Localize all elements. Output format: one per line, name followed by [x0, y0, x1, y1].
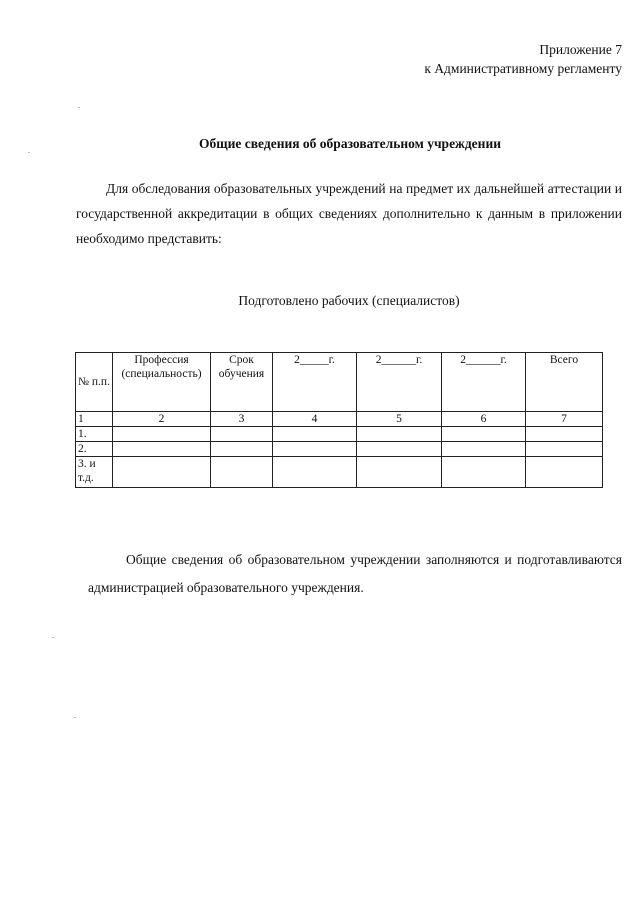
training-table [75, 352, 603, 488]
table-cell [442, 427, 526, 442]
table-cell [273, 457, 357, 488]
header-profession: Профессия (специальность) [113, 353, 211, 412]
table-cell [113, 427, 211, 442]
table-cell [442, 442, 526, 457]
column-number: 5 [357, 412, 442, 427]
closing-paragraph: Общие сведения об образовательном учреждении заполняются и подготавливаются администрацией образовательного учреждения. [88, 552, 622, 595]
header-duration: Срок обучения [211, 353, 273, 412]
header-year-1: 2_____г. [273, 353, 357, 412]
table-cell [113, 457, 211, 488]
table-cell [211, 442, 273, 457]
column-number: 2 [113, 412, 211, 427]
table-cell [211, 457, 273, 488]
table-header-row [76, 353, 603, 412]
scan-speck [74, 717, 76, 718]
column-number-row [76, 412, 603, 427]
table-cell [273, 442, 357, 457]
intro-paragraph: Для обследования образовательных учреждений на предмет их дальнейшей аттестации и государственной аккредитации в общих сведениях дополнительно к данным в приложении необходимо представить: [76, 181, 622, 246]
appendix-line-1: Приложение 7 [539, 42, 622, 57]
table-cell: 1. [76, 427, 113, 442]
table-cell [526, 457, 603, 488]
header-year-2: 2______г. [357, 353, 442, 412]
appendix-line-2: к Административному регламенту [424, 61, 622, 76]
table-cell [273, 427, 357, 442]
header-year-3: 2______г. [442, 353, 526, 412]
document-title: Общие сведения об образовательном учреждении [198, 136, 502, 151]
column-number: 7 [526, 412, 603, 427]
column-number: 6 [442, 412, 526, 427]
header-number: № п.п. [76, 353, 113, 412]
table-cell: 2. [76, 442, 113, 457]
table-row [76, 442, 603, 457]
table-cell [211, 427, 273, 442]
table-cell [357, 457, 442, 488]
column-number: 4 [273, 412, 357, 427]
scan-speck [52, 637, 54, 638]
table-cell [357, 442, 442, 457]
scan-speck [28, 152, 30, 153]
table-cell [442, 457, 526, 488]
table-row [76, 457, 603, 488]
table-cell [113, 442, 211, 457]
table-cell [526, 427, 603, 442]
scan-speck [78, 107, 80, 108]
table-caption: Подготовлено рабочих (специалистов) [238, 293, 460, 308]
table-cell: 3. и т.д. [76, 457, 113, 488]
appendix-note [424, 40, 622, 78]
table-cell [357, 427, 442, 442]
column-number: 1 [76, 412, 113, 427]
table-cell [526, 442, 603, 457]
column-number: 3 [211, 412, 273, 427]
table-row [76, 427, 603, 442]
header-total: Всего [526, 353, 603, 412]
